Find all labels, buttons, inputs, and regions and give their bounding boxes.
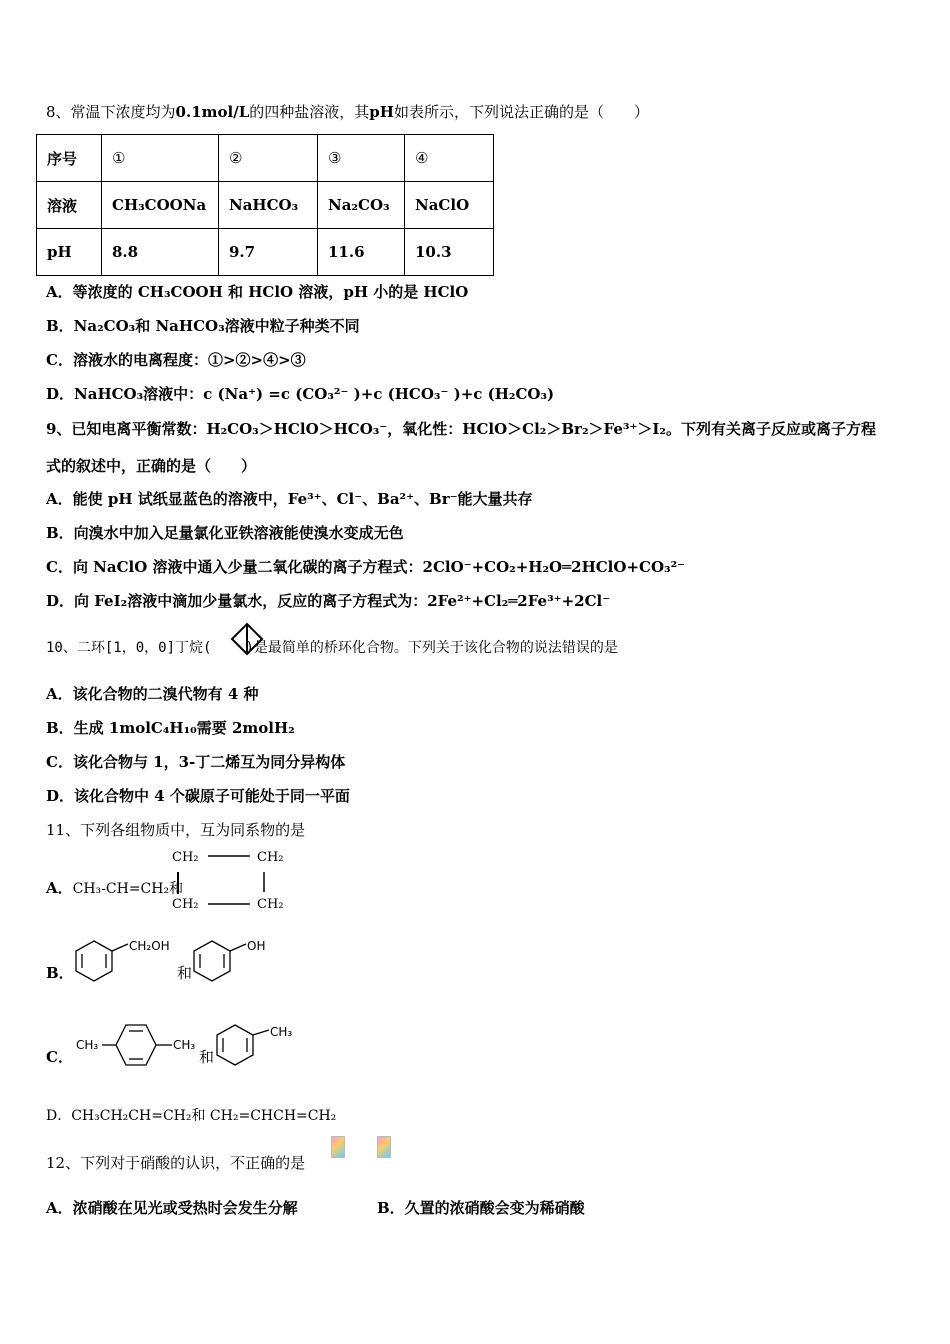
q9-option-a[interactable]: A．能使 pH 试纸显蓝色的溶液中，Fe³⁺、Cl⁻、Ba²⁺、Br⁻能大量共存 [46,490,533,508]
bicyclobutane-structure [229,621,265,657]
row-header: pH [37,229,102,276]
q9-stem-line2: 式的叙述中，正确的是（ ） [46,457,257,475]
table-cell: CH₃COONa [102,182,219,229]
q11-option-a[interactable]: A．CH₃-CH=CH₂和 [46,879,184,897]
broken-image-icon [331,1136,345,1158]
table-cell: ② [219,135,318,182]
q9-stem-line1: 9、已知电离平衡常数：H₂CO₃＞HClO＞HCO₃⁻，氧化性：HClO＞Cl₂＞Br₂＞Fe³⁺＞I₂。下列有关离子反应或离子方程 [46,420,876,438]
q8-option-d[interactable]: D．NaHCO₃溶液中：c (Na⁺) =c (CO₃²⁻ )+c (HCO₃⁻ )+c (H₂CO₃) [46,385,555,403]
ring-label: CH₂ [172,897,199,912]
group-label: CH₃ [76,1038,99,1052]
group-label: CH₂OH [129,939,170,953]
q9-option-b[interactable]: B．向溴水中加入足量氯化亚铁溶液能使溴水变成无色 [46,524,404,542]
q10-option-d[interactable]: D．该化合物中 4 个碳原子可能处于同一平面 [46,787,350,805]
q10-option-a[interactable]: A．该化合物的二溴代物有 4 种 [46,685,259,703]
ring-label: CH₂ [257,897,284,912]
q11-c-and: 和 [199,1048,215,1066]
table-row [37,135,494,182]
table-cell: ① [102,135,219,182]
q10-option-b[interactable]: B．生成 1molC₄H₁₀需要 2molH₂ [46,719,295,737]
table-cell: 10.3 [405,229,494,276]
ring-label: CH₂ [172,850,199,865]
q11-option-b[interactable]: B． [46,964,74,982]
table-cell: ④ [405,135,494,182]
q8-option-b[interactable]: B．Na₂CO₃和 NaHCO₃溶液中粒子种类不同 [46,317,360,335]
ring-label: CH₂ [257,850,284,865]
q11-b-and: 和 [177,964,193,982]
q10-stem: 10、二环[1，0，0]丁烷( )是最简单的桥环化合物。下列关于该化合物的说法错误的是 [46,640,618,656]
benzyl-alcohol-structure [74,936,174,986]
table-cell: ③ [318,135,405,182]
broken-image-icon [377,1136,391,1158]
q12-option-a[interactable]: A．浓硝酸在见光或受热时会发生分解 [46,1199,298,1217]
q8-stem: 8、常温下浓度均为0.1mol/L的四种盐溶液，其pH如表所示，下列说法正确的是（ ） [46,103,649,121]
q9-option-c[interactable]: C．向 NaClO 溶液中通入少量二氧化碳的离子方程式：2ClO⁻+CO₂+H₂O═2HClO+CO₃²⁻ [46,558,686,576]
table-cell: 11.6 [318,229,405,276]
table-cell: NaClO [405,182,494,229]
q12-option-b[interactable]: B．久置的浓硝酸会变为稀硝酸 [377,1199,585,1217]
q11-option-d[interactable]: D．CH₃CH₂CH=CH₂和 CH₂=CHCH=CH₂ [46,1108,337,1124]
table-row [37,182,494,229]
q10-option-c[interactable]: C．该化合物与 1，3-丁二烯互为同分异构体 [46,753,346,771]
q8-table [36,134,494,276]
q12-stem: 12、下列对于硝酸的认识，不正确的是 [46,1154,306,1172]
group-label: CH₃ [173,1038,196,1052]
p-xylene-structure [74,1020,199,1070]
phenol-structure [192,936,272,986]
table-cell: 9.7 [219,229,318,276]
table-cell: Na₂CO₃ [318,182,405,229]
table-cell: 8.8 [102,229,219,276]
q11-stem: 11、下列各组物质中，互为同系物的是 [46,821,306,839]
group-label: OH [247,939,266,953]
q8-option-c[interactable]: C．溶液水的电离程度：①>②>④>③ [46,351,306,369]
row-header: 序号 [37,135,102,182]
table-row [37,229,494,276]
table-cell: NaHCO₃ [219,182,318,229]
cyclobutane-structure [170,846,295,914]
q9-option-d[interactable]: D．向 FeI₂溶液中滴加少量氯水，反应的离子方程式为：2Fe²⁺+Cl₂═2Fe³⁺+2Cl⁻ [46,592,611,610]
toluene-structure [215,1020,300,1070]
row-header: 溶液 [37,182,102,229]
group-label: CH₃ [270,1025,293,1039]
q8-option-a[interactable]: A．等浓度的 CH₃COOH 和 HClO 溶液，pH 小的是 HClO [46,283,469,301]
q11-option-c[interactable]: C． [46,1048,73,1066]
